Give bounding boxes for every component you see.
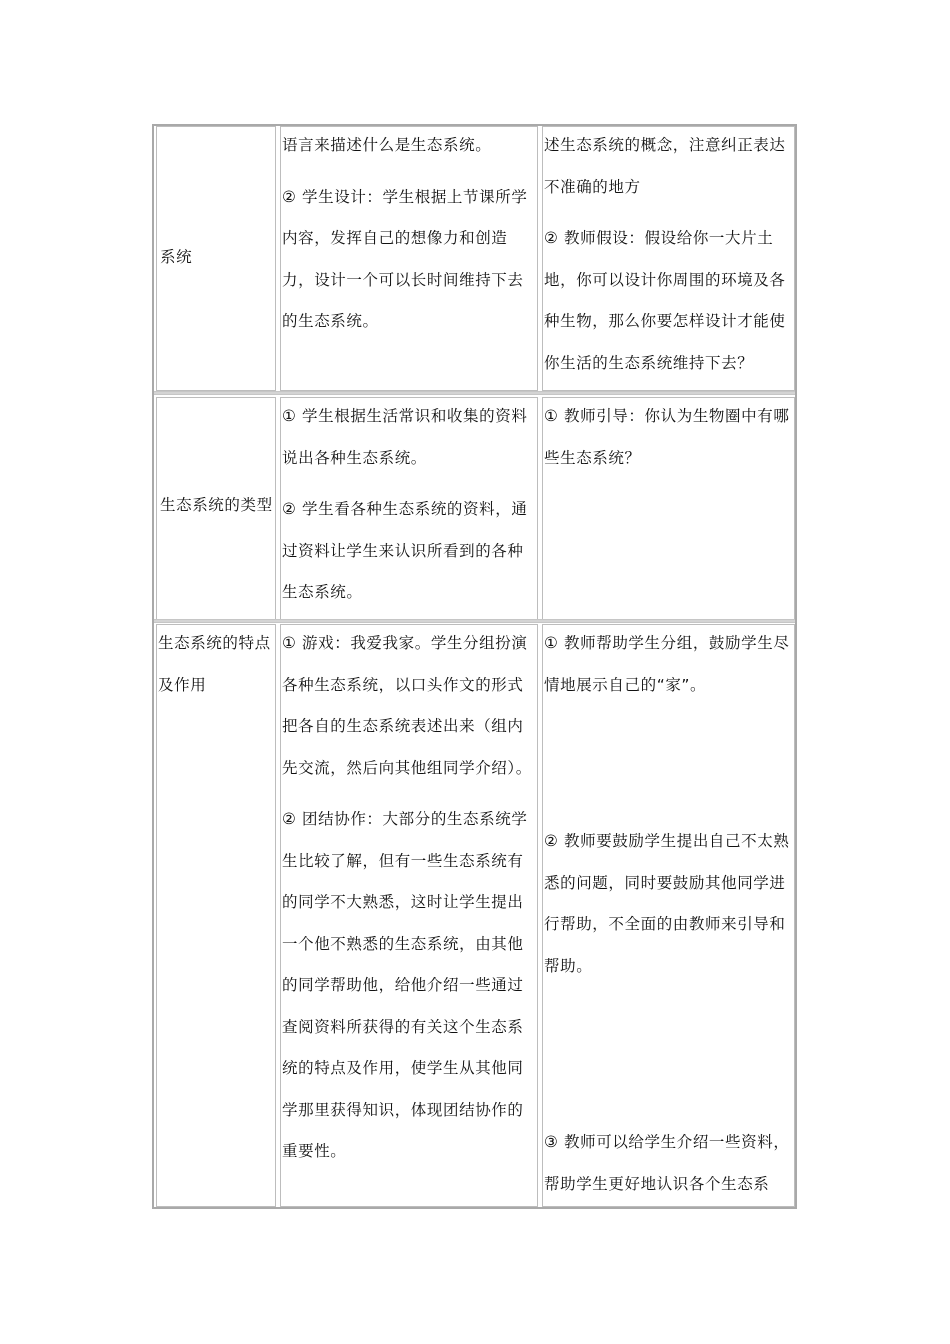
student-activity-cell bbox=[280, 397, 538, 623]
teacher-activity-cell bbox=[542, 624, 795, 1207]
student-paragraph: ① 学生根据生活常识和收集的资料说出各种生态系统。 bbox=[282, 407, 528, 467]
teacher-paragraph: ② 教师假设：假设给你一大片土地，你可以设计你周围的环境及各种生物，那么你要怎样设计才能使你生活的生态系统维持下去？ bbox=[544, 229, 786, 372]
table-row bbox=[154, 624, 795, 1207]
row-divider bbox=[154, 619, 795, 623]
student-paragraph: 语言来描述什么是生态系统。 bbox=[282, 136, 492, 154]
teacher-paragraph: ② 教师要鼓励学生提出自己不太熟悉的问题，同时要鼓励其他同学进行帮助，不全面的由教师来引导和帮助。 bbox=[544, 832, 790, 975]
table-row bbox=[154, 126, 795, 391]
student-paragraph: ② 团结协作：大部分的生态系统学生比较了解，但有一些生态系统有的同学不大熟悉，这时让学生提出一个他不熟悉的生态系统，由其他的同学帮助他，给他介绍一些通过查阅资料所获得的有关这个生态系统的特点及作用，使学生从其他同学那里获得知识，体现团结协作的重要性。 bbox=[282, 810, 528, 1160]
topic-label: 系统 bbox=[160, 248, 193, 266]
teacher-paragraph: ③ 教师可以给学生介绍一些资料，帮助学生更好地认识各个生态系 bbox=[544, 1133, 790, 1193]
lesson-table bbox=[152, 124, 797, 1209]
teacher-paragraph: ① 教师帮助学生分组，鼓励学生尽情地展示自己的“家”。 bbox=[544, 634, 790, 694]
topic-label: 生态系统的类型 bbox=[160, 496, 273, 514]
topic-cell bbox=[156, 126, 276, 391]
teacher-paragraph: 述生态系统的概念，注意纠正表达不准确的地方 bbox=[544, 136, 786, 196]
student-paragraph: ② 学生看各种生态系统的资料，通过资料让学生来认识所看到的各种生态系统。 bbox=[282, 500, 528, 601]
student-paragraph: ① 游戏：我爱我家。学生分组扮演各种生态系统，以口头作文的形式把各自的生态系统表述出来（组内先交流，然后向其他组同学介绍）。 bbox=[282, 634, 532, 777]
teacher-activity-cell bbox=[542, 126, 795, 391]
student-paragraph: ② 学生设计：学生根据上节课所学内容，发挥自己的想像力和创造力，设计一个可以长时间维持下去的生态系统。 bbox=[282, 187, 528, 330]
topic-cell bbox=[156, 624, 276, 1207]
student-activity-cell bbox=[280, 624, 538, 1207]
topic-label: 生态系统的特点及作用 bbox=[158, 634, 271, 694]
teacher-paragraph: ① 教师引导：你认为生物圈中有哪些生态系统？ bbox=[544, 407, 790, 467]
topic-cell bbox=[156, 397, 276, 623]
teacher-activity-cell bbox=[542, 397, 795, 623]
table-row bbox=[154, 397, 795, 623]
student-activity-cell bbox=[280, 126, 538, 391]
row-divider bbox=[154, 391, 795, 395]
